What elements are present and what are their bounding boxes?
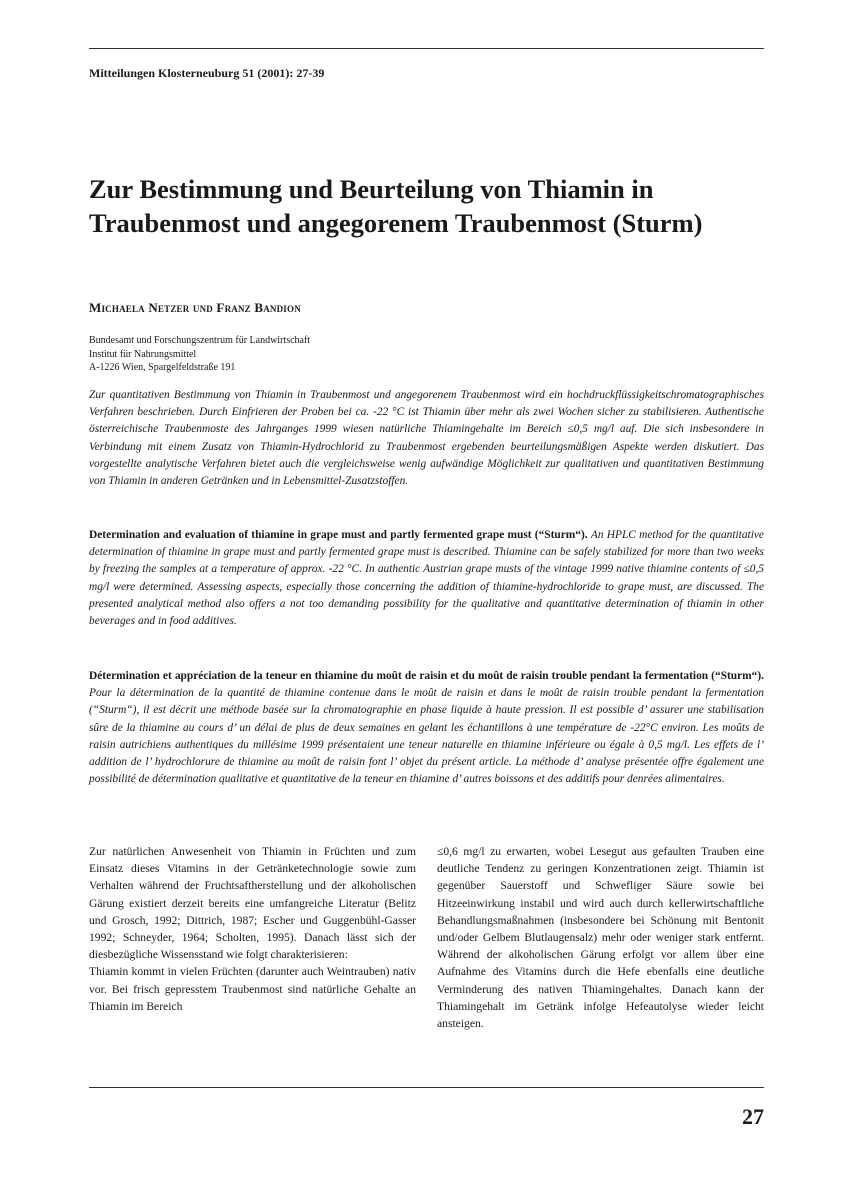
abstract-german: Zur quantitativen Bestimmung von Thiamin in Traubenmost und angegorenem Traubenmost wird ein hochdruckflüssigkeitschromatographisches Verfahren beschrieben. Durch Einfrieren der Proben bei ca. -22 °C ist Thiamin über mehr als zwei Wochen sicher zu stabilisieren. Authentische österreichische Traubenmoste des Jahrganges 1999 wiesen natürliche Thiamingehalte im Bereich ≤0,5 mg/l auf. Die sich insbesondere in Verbindung mit einem Zusatz von Thiamin-Hydrochlorid zu Traubenmost ergebenden beurteilungsmäßigen Aspekte werden diskutiert. Das vorgestellte analytische Verfahren bietet auch die vergleichsweise wenig aufwändige Möglichkeit zur qualitativen und quantitativen Bestimmung von Thiamin in anderen Getränken und in Lebensmittel-Zusatzstoffen. [89,389,764,488]
journal-citation: Mitteilungen Klosterneuburg 51 (2001): 27-39 [89,66,325,80]
header-rule [89,48,764,49]
body-column-right [437,843,764,1032]
affiliation-line: Bundesamt und Forschungszentrum für Landwirtschaft [89,335,311,346]
body-paragraph: ≤0,6 mg/l zu erwarten, wobei Lesegut aus gefaulten Trauben eine deutliche Tendenz zu geringen Konzentrationen zeigt. Thiamin ist gegenüber Sauerstoff und Schwefliger Säure sowie bei Hitzeeinwirkung instabil und wird auch durch kellerwirtschaftliche Behandlungsmaßnahmen (insbesondere bei Schönung mit Bentonit und/oder Gelbem Blutlaugensalz) mehr oder weniger stark entfernt. Während der alkoholischen Gärung erfolgt vor allem über eine Aufnahme des Vitamins durch die Hefe ebenfalls eine deutliche Verminderung des nativen Thiamingehaltes. Danach kann der Thiamingehalt im Getränk infolge Hefeautolyse wieder leicht ansteigen. [437,845,764,1031]
paper-title [89,172,769,240]
body-paragraph: Zur natürlichen Anwesenheit von Thiamin in Früchten und zum Einsatz dieses Vitamins in der Getränketechnologie sowie zum Verhalten während der Fruchtsaftherstellung und der alkoholischen Gärung existiert derzeit bereits eine umfangreiche Literatur (Belitz und Grosch, 1992; Dittrich, 1987; Escher und Guggenbühl-Gasser 1992; Schneyder, 1964; Scholten, 1995). Danach lässt sich der diesbezügliche Wissensstand wie folgt charakterisieren: [89,845,416,962]
abstract-english-text: An HPLC method for the quantitative determination of thiamine in grape must and partly fermented grape must is described. Thiamine can be safely stabilized for more than two weeks by freezing the samples at a temperature of approx. -22 °C. In authentic Austrian grape musts of the vintage 1999 native thiamine contents of ≤0,5 mg/l were determined. Assessing aspects, especially those concerning the addition of thiamine-hydrochloride to grape must, are discussed. The presented analytical method also offers a not too demanding possibility for the qualitative and quantitative determination of thiamin in other beverages and in food additives. [89,529,764,628]
affiliation-line: A-1226 Wien, Spargelfeldstraße 191 [89,362,236,373]
footer-rule [89,1087,764,1088]
abstract-french-text: Pour la détermination de la quantité de thiamine contenue dans le moût de raisin et dans le moût de raisin trouble pendant la fermentation (“Sturm“), il est décrit une méthode basée sur la chromatographie en phase liquide à haute pression. Il est possible d’ assurer une stabilisation sûre de la thiamine au cours d’ un délai de plus de deux semaines en gelant les échantillons à une température de -22°C environ. Les moûts de raisin autrichiens authentiques du millésime 1999 présentaient une teneur naturelle en thiamine inférieure ou égale à 0,5 mg/l. Les effets de l’ addition de l’ hydrochlorure de thiamine au moût de raisin font l’ objet du présent article. La méthode d’ analyse présentée offre également une possibilité de détermination qualitative et quantitative de la teneur en thiamine d’ autres boissons et des additifs pour denrées alimentaires. [89,687,764,786]
affiliation [89,334,310,375]
body-column-left [89,843,416,1015]
abstract-english-heading: Determination and evaluation of thiamine in grape must and partly fermented grape must (“Sturm“). [89,529,588,541]
page-number: 27 [742,1104,764,1129]
abstract-french-heading: Détermination et appréciation de la teneur en thiamine du moût de raisin et du moût de raisin trouble pendant la fermentation (“Sturm“). [89,670,764,682]
abstract-french [89,668,764,788]
body-paragraph: Thiamin kommt in vielen Früchten (darunter auch Weintrauben) nativ vor. Bei frisch gepresstem Traubenmost sind natürliche Gehalte an Thiamin im Bereich [89,965,416,1013]
title-line-2: Traubenmost und angegorenem Traubenmost (Sturm) [89,208,703,238]
affiliation-line: Institut für Nahrungsmittel [89,348,197,360]
author-list: Michaela Netzer und Franz Bandion [89,300,301,315]
title-line-1: Zur Bestimmung und Beurteilung von Thiamin in [89,174,654,204]
abstract-english [89,527,764,630]
